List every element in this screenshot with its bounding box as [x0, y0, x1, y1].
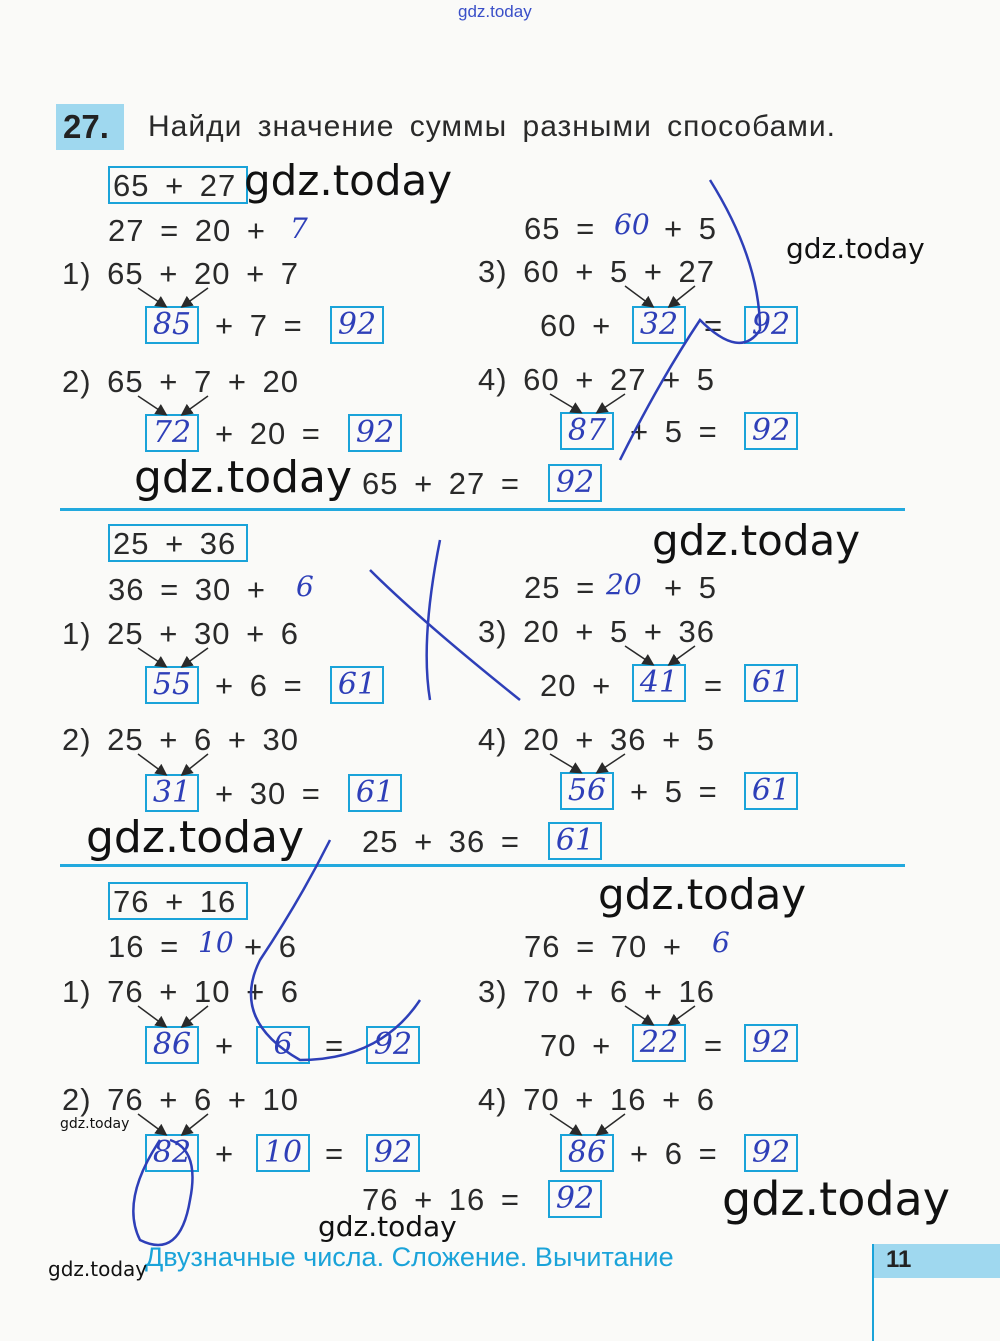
- arrow: [625, 1006, 652, 1024]
- arrow: [138, 1006, 165, 1026]
- watermark: gdz.today: [60, 1116, 130, 1132]
- s2-right-decomp-answer: 20: [606, 568, 642, 601]
- s3-l1-answer-c: 6: [273, 1027, 293, 1062]
- s1-l1-answer-a: 85: [152, 307, 192, 342]
- arrow: [670, 1006, 695, 1024]
- arrow: [625, 286, 652, 306]
- s2-line-4: 4) 20 + 36 + 5: [478, 722, 716, 757]
- s2-l1-answer-b: 61: [337, 667, 377, 702]
- s2-right-decomp-post: + 5: [664, 570, 717, 605]
- s2-l2-answer-b: 61: [355, 775, 395, 810]
- s1-l2-answer-b: 92: [355, 415, 395, 450]
- checkmark: [251, 840, 420, 1060]
- header-watermark: gdz.today: [458, 2, 532, 21]
- arrow: [183, 1006, 208, 1026]
- watermark: gdz.today: [244, 156, 453, 205]
- s3-line-1: 1) 76 + 10 + 6: [62, 974, 300, 1009]
- s3-l4-answer-a: 86: [567, 1135, 607, 1170]
- s1-line-4: 4) 60 + 27 + 5: [478, 362, 716, 397]
- s3-left-decomp-post: + 6: [244, 929, 297, 964]
- s2-final-answer: 61: [555, 823, 595, 858]
- s2-left-decomp-answer: 6: [296, 570, 314, 603]
- watermark: gdz.today: [318, 1210, 457, 1243]
- chapter-title: Двузначные числа. Сложение. Вычитание: [145, 1242, 674, 1272]
- s3-l4-mid: + 6 =: [630, 1136, 718, 1171]
- handwritten-marks: [133, 180, 760, 1245]
- checkmark: [620, 180, 760, 460]
- s2-line-3: 3) 20 + 5 + 36: [478, 614, 716, 649]
- watermark: gdz.today: [48, 1257, 148, 1281]
- s3-l2-plus: +: [215, 1136, 235, 1171]
- section-3-expression: 76 + 16: [113, 884, 237, 919]
- watermark: gdz.today: [86, 812, 305, 863]
- arrow: [138, 648, 165, 666]
- s3-l1-equals: =: [325, 1028, 345, 1063]
- checkmark: [370, 540, 520, 700]
- checkmark: [133, 1140, 192, 1245]
- s2-l4-answer-a: 56: [567, 773, 607, 808]
- s2-l3-answer-b: 61: [751, 665, 791, 700]
- s2-l4-answer-b: 61: [751, 773, 791, 808]
- arrow: [138, 754, 165, 774]
- s1-final: 65 + 27 =: [362, 466, 521, 501]
- s1-l4-answer-a: 87: [567, 413, 607, 448]
- task-instruction: Найди значение суммы разными способами.: [148, 110, 837, 143]
- arrow: [625, 646, 652, 664]
- s3-l1-plus: +: [215, 1028, 235, 1063]
- s3-l2-answer-c: 10: [263, 1135, 303, 1170]
- s3-right-decomposition: 76 = 70 +: [524, 929, 683, 964]
- arrow: [670, 286, 695, 306]
- task-number: 27.: [63, 108, 109, 145]
- s2-l3-answer-a: 41: [639, 665, 679, 700]
- arrow: [598, 754, 625, 772]
- s1-l3-answer-b: 92: [751, 307, 791, 342]
- section-2-expression: 25 + 36: [113, 526, 237, 561]
- s2-final: 25 + 36 =: [362, 824, 521, 859]
- s3-final-answer: 92: [555, 1181, 595, 1216]
- s1-l4-mid: + 5 =: [630, 414, 718, 449]
- s3-line-3: 3) 70 + 6 + 16: [478, 974, 716, 1009]
- s1-l1-mid: + 7 =: [215, 308, 303, 343]
- s1-left-decomposition: 27 = 20 +: [108, 213, 267, 248]
- s1-final-answer: 92: [555, 465, 595, 500]
- watermark: gdz.today: [652, 516, 861, 565]
- arrow: [138, 1114, 165, 1134]
- s3-l3-equals: =: [704, 1028, 724, 1063]
- s1-l2-mid: + 20 =: [215, 416, 321, 451]
- s1-right-decomp-pre: 65 =: [524, 211, 596, 246]
- section-1-expression: 65 + 27: [113, 168, 237, 203]
- s1-line-1: 1) 65 + 20 + 7: [62, 256, 300, 291]
- s2-left-decomposition: 36 = 30 +: [108, 572, 267, 607]
- watermark: gdz.today: [134, 452, 353, 503]
- s3-l3-answer-a: 22: [639, 1025, 679, 1060]
- s3-l2-answer-a: 82: [152, 1135, 192, 1170]
- s3-l3-answer-b: 92: [751, 1025, 791, 1060]
- s3-l3-pre: 70 +: [540, 1028, 612, 1063]
- arrow: [550, 1114, 580, 1134]
- s3-l2-equals: =: [325, 1136, 345, 1171]
- s3-left-decomp-pre: 16 =: [108, 929, 180, 964]
- s3-l1-answer-b: 92: [373, 1027, 413, 1062]
- arrow: [183, 648, 208, 666]
- s3-line-2: 2) 76 + 6 + 10: [62, 1082, 300, 1117]
- s2-l1-answer-a: 55: [152, 667, 192, 702]
- s3-l1-answer-a: 86: [152, 1027, 192, 1062]
- arrow: [598, 1114, 625, 1134]
- arrow: [550, 394, 580, 412]
- arrow: [183, 396, 208, 414]
- s2-l2-answer-a: 31: [152, 775, 192, 810]
- s2-right-decomp-pre: 25 =: [524, 570, 596, 605]
- arrow: [183, 1114, 208, 1134]
- s2-l3-pre: 20 +: [540, 668, 612, 703]
- s2-l1-mid: + 6 =: [215, 668, 303, 703]
- s3-l2-answer-b: 92: [373, 1135, 413, 1170]
- s1-l2-answer-a: 72: [152, 415, 192, 450]
- s1-line-3: 3) 60 + 5 + 27: [478, 254, 716, 289]
- s3-final: 76 + 16 =: [362, 1182, 521, 1217]
- arrow: [138, 288, 165, 306]
- s2-l2-mid: + 30 =: [215, 776, 321, 811]
- s3-left-decomp-answer: 10: [198, 926, 234, 959]
- s1-left-decomp-answer: 7: [290, 212, 308, 245]
- arrow: [598, 394, 625, 412]
- s3-l4-answer-b: 92: [751, 1135, 791, 1170]
- arrow: [670, 646, 695, 664]
- page-number-rule: [872, 1244, 874, 1341]
- s1-l1-answer-b: 92: [337, 307, 377, 342]
- s3-right-decomp-answer: 6: [712, 926, 730, 959]
- arrow: [138, 396, 165, 414]
- arrow: [183, 288, 208, 306]
- s1-right-decomp-answer: 60: [614, 208, 650, 241]
- s2-line-2: 2) 25 + 6 + 30: [62, 722, 300, 757]
- s1-l3-answer-a: 32: [639, 307, 679, 342]
- s1-line-2: 2) 65 + 7 + 20: [62, 364, 300, 399]
- s1-l3-equals: =: [704, 308, 724, 343]
- s2-l3-equals: =: [704, 668, 724, 703]
- arrow: [183, 754, 208, 774]
- s1-right-decomp-post: + 5: [664, 211, 717, 246]
- page-number: 11: [886, 1246, 912, 1273]
- s1-l4-answer-b: 92: [751, 413, 791, 448]
- s2-line-1: 1) 25 + 30 + 6: [62, 616, 300, 651]
- arrow: [550, 754, 580, 772]
- s3-line-4: 4) 70 + 16 + 6: [478, 1082, 716, 1117]
- watermark: gdz.today: [598, 870, 807, 919]
- watermark: gdz.today: [722, 1172, 950, 1226]
- s1-l3-pre: 60 +: [540, 308, 612, 343]
- watermark: gdz.today: [786, 232, 925, 265]
- s2-l4-mid: + 5 =: [630, 774, 718, 809]
